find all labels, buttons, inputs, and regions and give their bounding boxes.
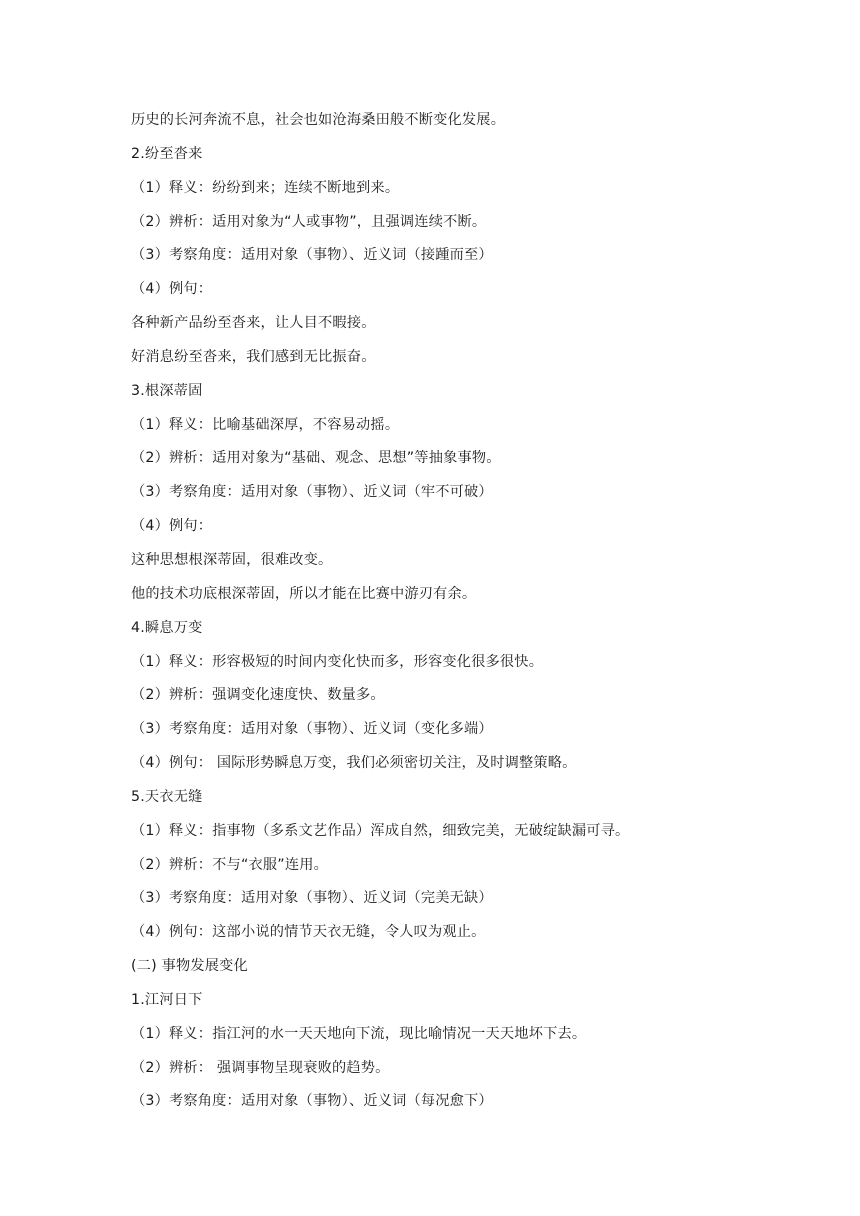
analysis-line: （2）辨析：适用对象为“基础、观念、思想”等抽象事物。 [131, 450, 501, 467]
exam-angle-line: （3）考察角度：适用对象（事物）、近义词（变化多端） [131, 721, 493, 738]
definition-line: （1）释义：指事物（多系文艺作品）浑成自然，细致完美，无破绽缺漏可寻。 [131, 822, 630, 839]
idiom-heading: 2.纷至沓来 [131, 145, 203, 162]
section-heading: (二) 事物发展变化 [131, 958, 248, 975]
idiom-heading: 3.根深蒂固 [131, 382, 203, 399]
example-sentence: 这种思想根深蒂固，很难改变。 [131, 551, 333, 568]
definition-line: （1）释义：指江河的水一天天地向下流，现比喻情况一天天地坏下去。 [131, 1025, 587, 1042]
idiom-heading: 5.天衣无缝 [131, 788, 203, 805]
exam-angle-line: （3）考察角度：适用对象（事物）、近义词（牢不可破） [131, 484, 493, 501]
paragraph: 历史的长河奔流不息，社会也如沧海桑田般不断变化发展。 [131, 112, 506, 128]
example-label: （4）例句： [131, 281, 213, 298]
definition-line: （1）释义：纷纷到来；连续不断地到来。 [131, 179, 400, 196]
example-sentence: 各种新产品纷至沓来，让人目不暇接。 [131, 315, 376, 332]
definition-line: （1）释义：形容极短的时间内变化快而多，形容变化很多很快。 [131, 653, 544, 670]
exam-angle-line: （3）考察角度：适用对象（事物）、近义词（接踵而至） [131, 247, 493, 264]
document-body [131, 108, 771, 1123]
exam-angle-line: （3）考察角度：适用对象（事物）、近义词（完美无缺） [131, 890, 493, 907]
idiom-heading: 4.瞬息万变 [131, 619, 203, 636]
analysis-line: （2）辨析：强调变化速度快、数量多。 [131, 687, 385, 704]
definition-line: （1）释义：比喻基础深厚，不容易动摇。 [131, 416, 400, 433]
example-sentence: 好消息纷至沓来，我们感到无比振奋。 [131, 348, 376, 365]
example-label: （4）例句： [131, 518, 213, 535]
idiom-heading: 1.江河日下 [131, 991, 203, 1008]
analysis-line: （2）辨析：适用对象为“人或事物”，且强调连续不断。 [131, 213, 487, 230]
analysis-line: （2）辨析： 强调事物呈现衰败的趋势。 [131, 1059, 390, 1076]
example-sentence: 他的技术功底根深蒂固，所以才能在比赛中游刃有余。 [131, 585, 477, 602]
example-line: （4）例句：这部小说的情节天衣无缝，令人叹为观止。 [131, 924, 486, 941]
exam-angle-line: （3）考察角度：适用对象（事物）、近义词（每况愈下） [131, 1093, 493, 1110]
example-line: （4）例句： 国际形势瞬息万变，我们必须密切关注，及时调整策略。 [131, 755, 577, 772]
analysis-line: （2）辨析：不与“衣服”连用。 [131, 856, 328, 873]
